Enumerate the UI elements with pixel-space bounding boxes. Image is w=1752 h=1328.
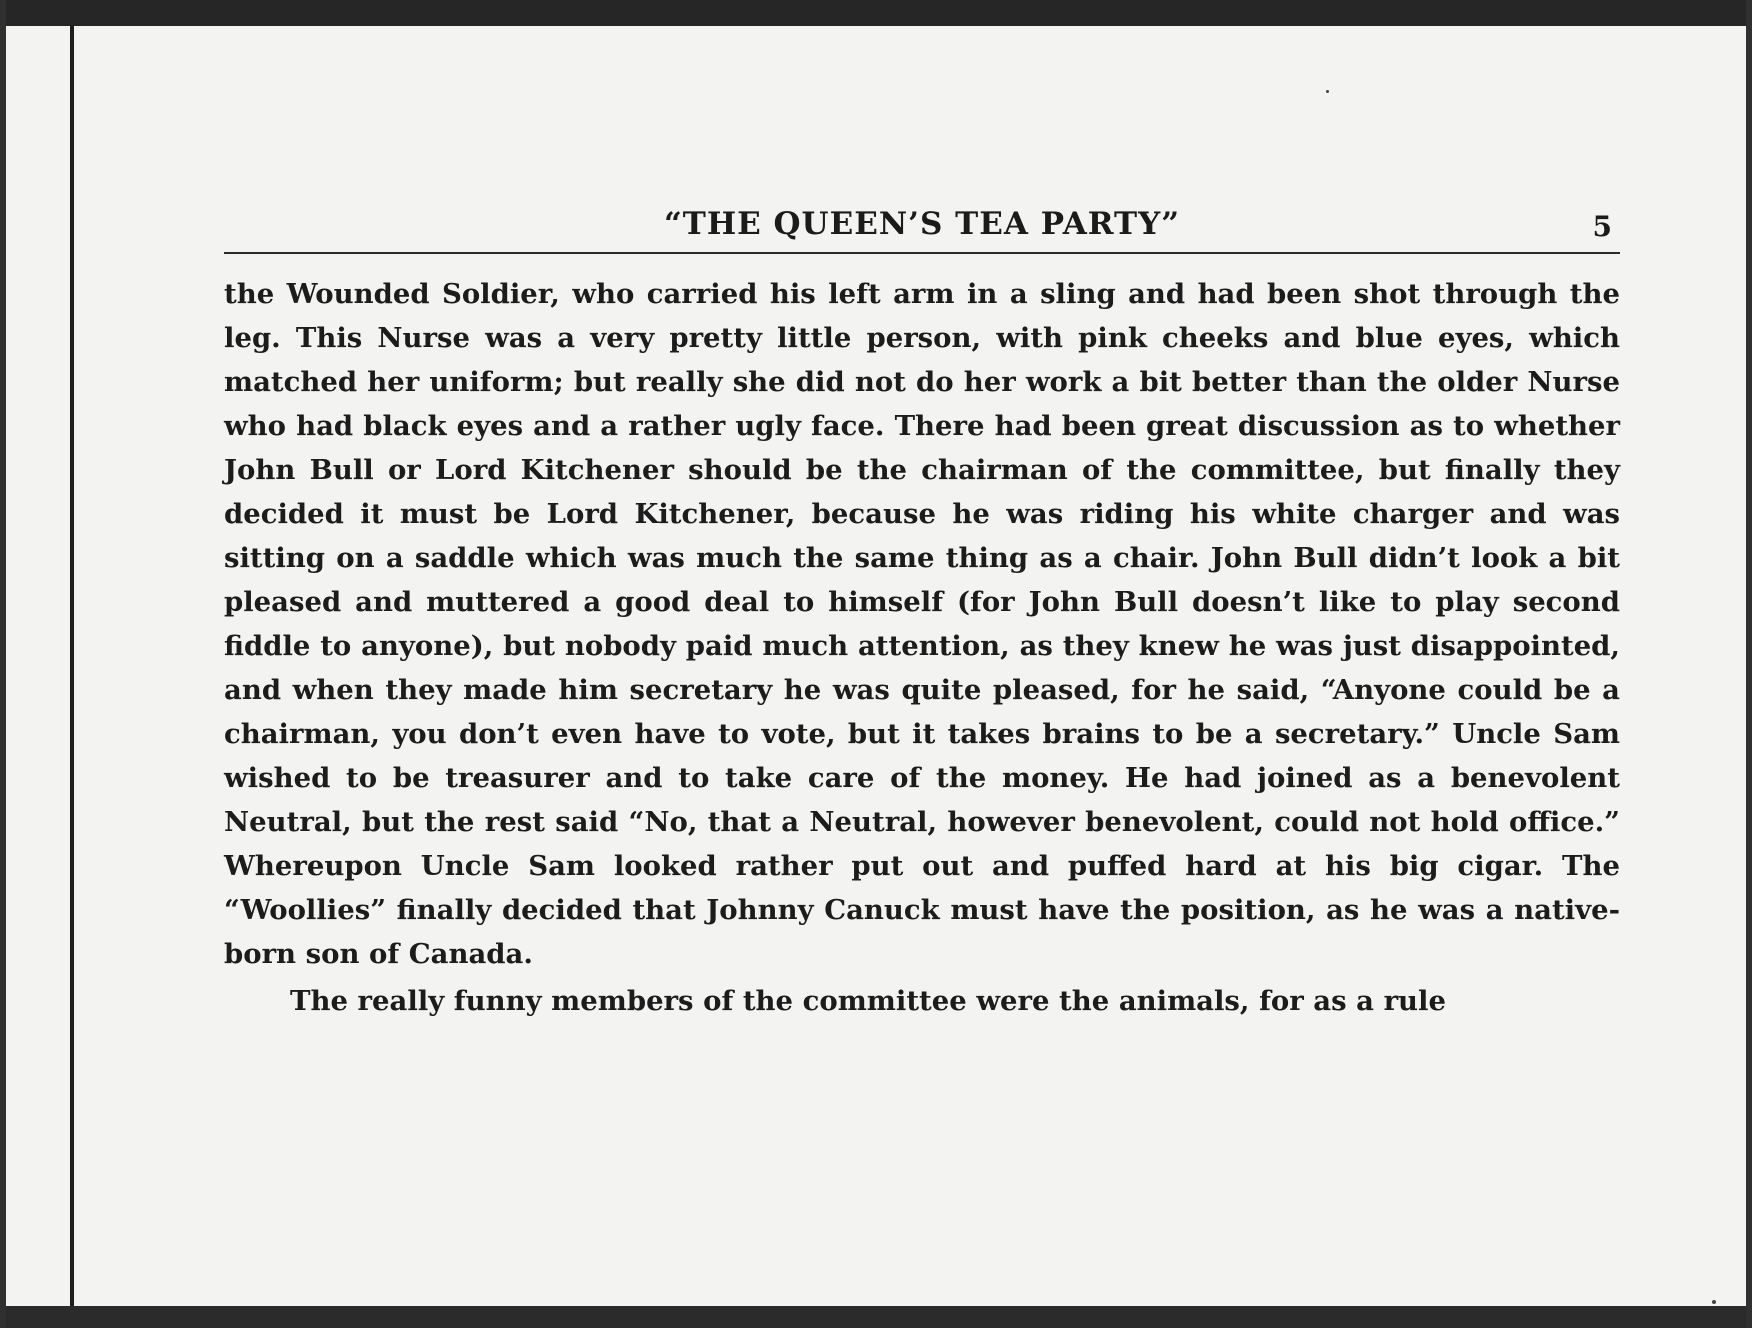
page-content (224, 200, 1620, 1023)
scan-frame-right (1746, 0, 1752, 1328)
scan-frame-bottom (0, 1306, 1752, 1328)
page-gutter-line (70, 26, 74, 1306)
body-text (224, 272, 1620, 1023)
running-header (224, 200, 1620, 254)
scan-speck (1712, 1300, 1716, 1304)
running-title: “THE QUEEN’S TEA PARTY” (663, 206, 1181, 242)
page-number: 5 (1592, 210, 1612, 243)
paragraph-1: the Wounded Soldier, who carried his left arm in a sling and had been shot through the leg. This Nurse was a very pretty little person, with pink cheeks and blue eyes, which matched her uniform; but really she did not do her work a bit better than the older Nurse who had black eyes and a rather ugly face. There had been great discussion as to whether John Bull or Lord Kitchener should be the chairman of the committee, but finally they decided it must be Lord Kitchener, because he was riding his white charger and was sitting on a saddle which was much the same thing as a chair. John Bull didn’t look a bit pleased and muttered a good deal to himself (for John Bull doesn’t like to play second fiddle to anyone), but nobody paid much attention, as they knew he was just disappointed, and when they made him secretary he was quite pleased, for he said, “Anyone could be a chairman, you don’t even have to vote, but it takes brains to be a secretary.” Uncle Sam wished to be treasurer and to take care of the money. He had joined as a benevolent Neutral, but the rest said “No, that a Neutral, however benevolent, could not hold office.” Whereupon Uncle Sam looked rather put out and puffed hard at his big cigar. The “Woollies” finally decided that Johnny Canuck must have the position, as he was a native-born son of Canada. (224, 278, 1620, 970)
scan-speck (1326, 90, 1329, 93)
scan-frame-top (0, 0, 1752, 26)
paragraph-2: The really funny members of the committee were the animals, for as a rule (290, 985, 1446, 1017)
